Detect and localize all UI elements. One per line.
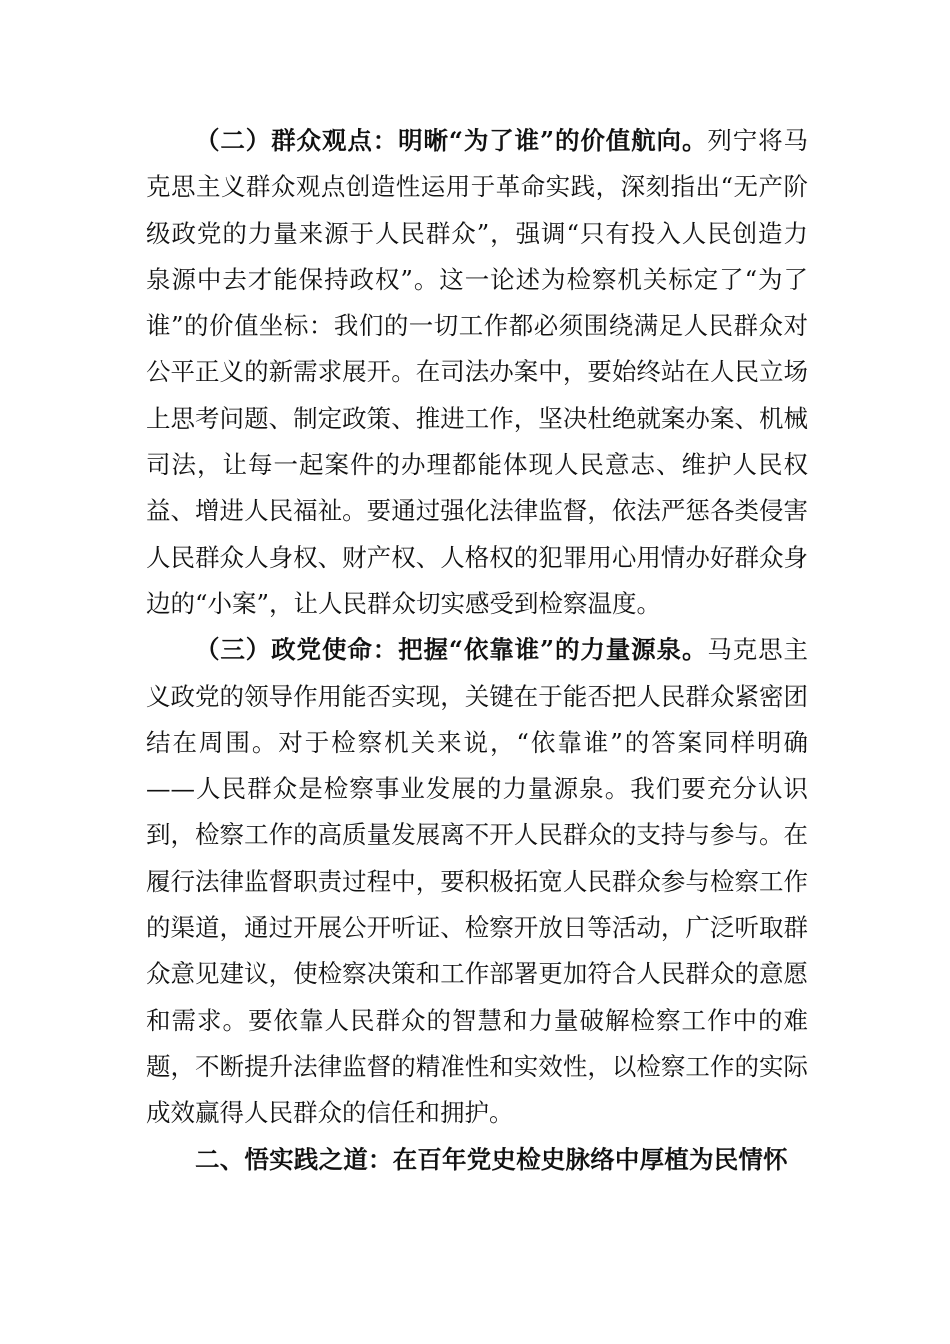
paragraph-lead: （三）政党使命：把握“依靠谁”的力量源泉。 [195, 635, 708, 665]
paragraph-body: 马克思主义政党的领导作用能否实现，关键在于能否把人民群众紧密团结在周围。对于检察机关来说，“依靠谁”的答案同样明确——人民群众是检察事业发展的力量源泉。我们要充分认识到，检察工作的高质量发展离不开人民群众的支持与参与。在履行法律监督职责过程中，要积极拓宽人民群众参与检察工作的渠道，通过开展公开听证、检察开放日等活动，广泛听取群众意见建议，使检察决策和工作部署更加符合人民群众的意愿和需求。要依靠人民群众的智慧和力量破解检察工作中的难题，不断提升法律监督的精准性和实效性，以检察工作的实际成效赢得人民群众的信任和拥护。 [146, 635, 809, 1128]
paragraph-body: 列宁将马克思主义群众观点创造性运用于革命实践，深刻指出“无产阶级政党的力量来源于人民群众”，强调“只有投入人民创造力泉源中去才能保持政权”。这一论述为检察机关标定了“为了谁”的价值坐标：我们的一切工作都必须围绕满足人民群众对公平正义的新需求展开。在司法办案中，要始终站在人民立场上思考问题、制定政策、推进工作，坚决杜绝就案办案、机械司法，让每一起案件的办理都能体现人民意志、维护人民权益、增进人民福祉。要通过强化法律监督，依法严惩各类侵害人民群众人身权、财产权、人格权的犯罪用心用情办好群众身边的“小案”，让人民群众切实感受到检察温度。 [146, 126, 809, 618]
paragraph-lead: （二）群众观点：明晰“为了谁”的价值航向。 [195, 126, 708, 155]
paragraph-mass-viewpoint [146, 118, 808, 627]
document-page [146, 118, 808, 1183]
section-heading: 二、悟实践之道：在百年党史检史脉络中厚植为民情怀 [195, 1144, 788, 1174]
paragraph-party-mission [146, 627, 808, 1136]
